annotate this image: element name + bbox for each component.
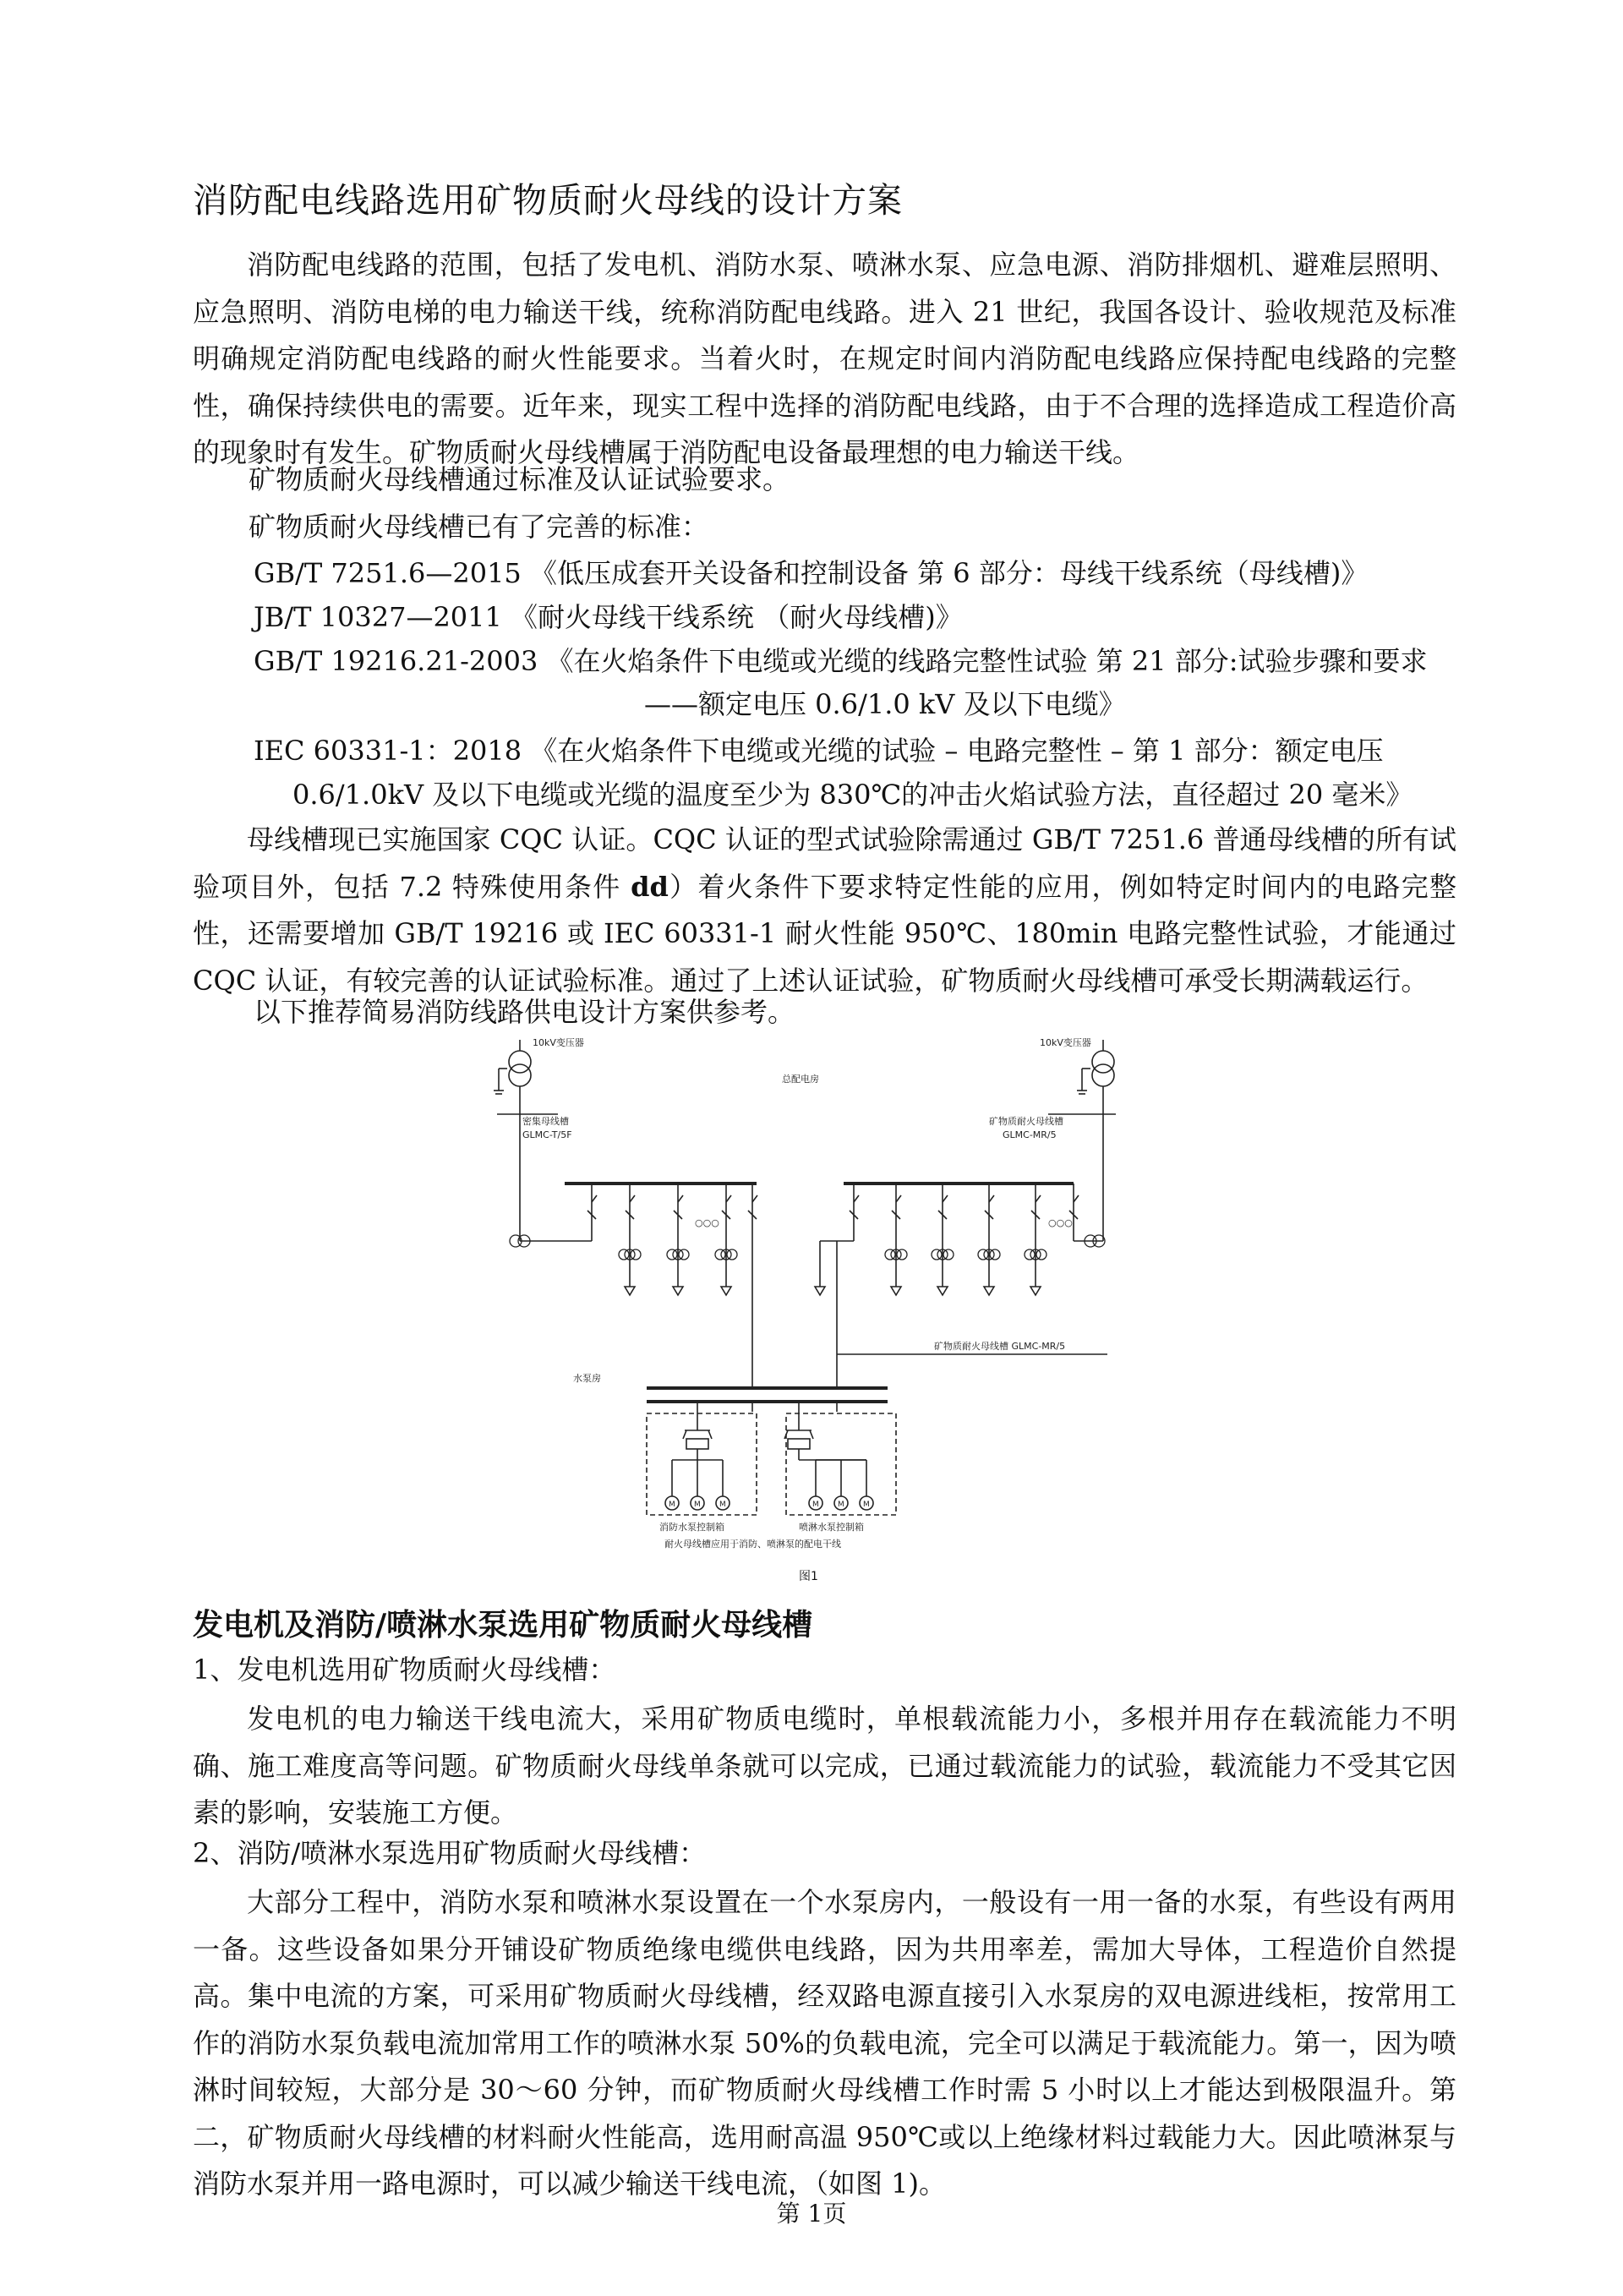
section-2-title: 发电机及消防/喷淋水泵选用矿物质耐火母线槽 [193,1608,813,1643]
label-pump-room: 水泵房 [573,1373,601,1384]
label-box-left: 消防水泵控制箱 [659,1522,724,1533]
item-1-title: 1、发电机选用矿物质耐火母线槽： [193,1654,616,1686]
motor-symbol: M [669,1501,675,1509]
label-dots-left: ○○○ [695,1217,719,1228]
standard-iec60331-line2: 0.6/1.0kV 及以下电缆或光缆的温度至少为 830℃的冲击火焰试验方法，直径超过 20 毫米》 [292,779,1413,811]
label-transformer-right: 10kV变压器 [1040,1037,1091,1048]
label-transformer-left: 10kV变压器 [533,1037,584,1048]
label-main-room: 总配电房 [782,1074,819,1085]
standard-iec60331-line1: IEC 60331-1：2018 《在火焰条件下电缆或光缆的试验 – 电路完整性 – 第 1 部分：额定电压 [254,735,1384,767]
figure-number: 图1 [799,1570,818,1583]
cert-line: 矿物质耐火母线槽通过标准及认证试验要求。 [249,463,790,495]
motor-symbol: M [838,1501,844,1509]
recommend-line: 以下推荐简易消防线路供电设计方案供参考。 [254,996,795,1028]
intro-paragraph: 消防配电线路的范围，包括了发电机、消防水泵、喷淋水泵、应急电源、消防排烟机、避难层照明、应急照明、消防电梯的电力输送干线，统称消防配电线路。进入 21 世纪，我国各设计、验收规范及标准明确规定消防配电线路的耐火性能要求。当着火时，在规定时间内消防配电线路应保持配电线路的完整性，确保持续供电的需要。近年来，现实工程中选择的消防配电线路，由于不合理的选择造成工程造价高的现象时有发生。矿物质耐火母线槽属于消防配电设备最理想的电力输送干线。 [193,249,1456,468]
standard-gbt7251: GB/T 7251.6—2015 《低压成套开关设备和控制设备 第 6 部分：母线干线系统（母线槽)》 [254,557,1369,589]
motor-symbol: M [719,1501,726,1509]
figure-1-diagram [465,1033,1124,1557]
label-box-right: 喷淋水泵控制箱 [799,1522,864,1533]
standard-gbt19216-line2: ——额定电压 0.6/1.0 kV 及以下电缆》 [644,688,1126,720]
label-bus-left-model: GLMC-T/5F [522,1129,572,1140]
standard-gbt19216-line1: GB/T 19216.21-2003 《在火焰条件下电缆或光缆的线路完整性试验 第 21 部分:试验步骤和要求 [254,645,1428,677]
motor-symbol: M [694,1501,701,1509]
label-bus-right-name: 矿物质耐火母线槽 [989,1116,1063,1127]
item-2-body: 大部分工程中，消防水泵和喷淋水泵设置在一个水泵房内，一般设有一用一备的水泵，有些设有两用一备。这些设备如果分开铺设矿物质绝缘电缆供电线路，因为共用率差，需加大导体，工程造价自然提高。集中电流的方案，可采用矿物质耐火母线槽，经双路电源直接引入水泵房的双电源进线柜，按常用工作的消防水泵负载电流加常用工作的喷淋水泵 50%的负载电流，完全可以满足于载流能力。第一，因为喷淋时间较短，大部分是 30～60 分钟，而矿物质耐火母线槽工作时需 5 小时以上才能达到极限温升。第二，矿物质耐火母线槽的材料耐火性能高，选用耐高温 950℃或以上绝缘材料过载能力大。因此喷淋泵与消防水泵并用一路电源时，可以减少输送干线电流，（如图 1)。 [193,1886,1456,2200]
standards-intro-line: 矿物质耐火母线槽已有了完善的标准： [249,511,709,543]
page-footer: 第 1页 [776,2200,847,2228]
item-1-body: 发电机的电力输送干线电流大，采用矿物质电缆时，单根载流能力小，多根并用存在载流能力不明确、施工难度高等问题。矿物质耐火母线单条就可以完成，已通过载流能力的试验，载流能力不受其它因素的影响，安装施工方便。 [193,1703,1456,1829]
standard-jbt10327: JB/T 10327—2011 《耐火母线干线系统 （耐火母线槽)》 [254,601,963,633]
figure-caption: 耐火母线槽应用于消防、喷淋泵的配电干线 [664,1539,841,1550]
label-dots-right: ○○○ [1048,1217,1073,1228]
label-feeder: 矿物质耐火母线槽 GLMC-MR/5 [934,1341,1066,1352]
bold-dd: dd [631,870,669,903]
motor-symbol: M [863,1501,870,1509]
cqc-paragraph: 母线槽现已实施国家 CQC 认证。CQC 认证的型式试验除需通过 GB/T 7251.6 普通母线槽的所有试验项目外，包括 7.2 特殊使用条件 dd）着火条件下要求特定性能的应用，例如特定时间内的电路完整性，还需要增加 GB/T 19216 或 IEC 60331-1 耐火性能 950℃、180min 电路完整性试验，才能通过 CQC 认证，有较完善的认证试验标准。通过了上述认证试验，矿物质耐火母线槽可承受长期满载运行。 [193,823,1456,997]
motor-symbol: M [812,1501,819,1509]
item-2-title: 2、消防/喷淋水泵选用矿物质耐火母线槽： [193,1837,707,1869]
page-title: 消防配电线路选用矿物质耐火母线的设计方案 [193,180,903,221]
label-bus-left-name: 密集母线槽 [522,1116,569,1127]
label-bus-right-model: GLMC-MR/5 [1003,1129,1057,1140]
